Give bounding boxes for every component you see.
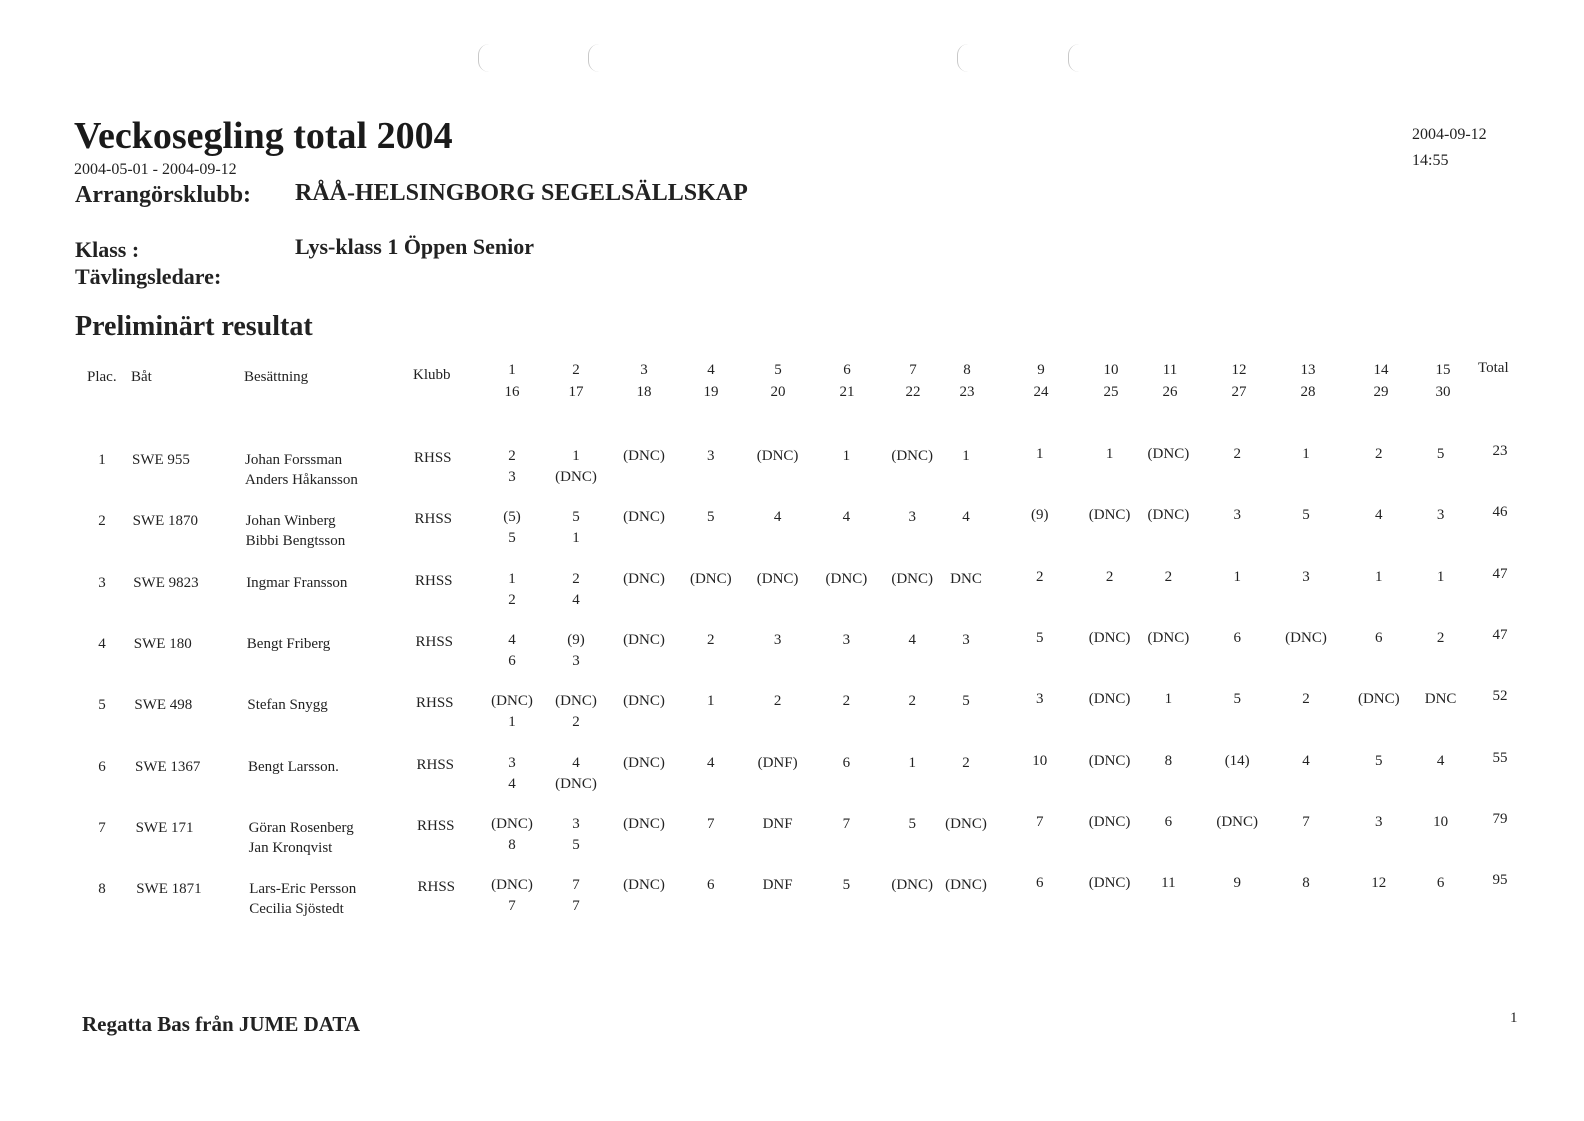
- race-number-header: 14: [1373, 362, 1389, 378]
- race-number-header: 5: [774, 362, 782, 378]
- race-score: (DNC): [623, 815, 665, 832]
- race-score: 4: [707, 754, 715, 771]
- race-score-second: 7: [508, 898, 516, 915]
- race-score: 4: [962, 509, 970, 526]
- crew-member: Bengt Friberg: [246, 635, 331, 652]
- organizer-label: Arrangörsklubb:: [75, 182, 252, 208]
- race-score: 5: [908, 815, 916, 832]
- placement: 4: [98, 635, 106, 652]
- race-score: (DNC): [756, 448, 799, 464]
- race-number-header: 21: [839, 384, 855, 400]
- crew-member: Stefan Snygg: [247, 697, 328, 714]
- race-score-second: 1: [508, 714, 516, 731]
- race-score: (DNC): [1088, 629, 1131, 646]
- race-score: 3: [773, 631, 782, 648]
- race-score: 1: [1233, 568, 1241, 585]
- total-score: 79: [1492, 810, 1508, 827]
- race-score: 6: [1375, 629, 1383, 646]
- race-score: (DNC): [1088, 752, 1131, 769]
- crew-member: Johan Forssman: [245, 452, 343, 468]
- race-score: 5: [1302, 507, 1310, 524]
- race-score: DNC: [950, 570, 982, 587]
- race-score: (DNC): [1088, 691, 1131, 708]
- print-time: 14:55: [1412, 152, 1449, 169]
- placement: 2: [98, 513, 106, 530]
- punch-hole-mark: [478, 44, 489, 72]
- race-number-header: 30: [1435, 384, 1451, 400]
- race-score-second: 5: [508, 530, 516, 547]
- race-score: 3: [572, 815, 580, 832]
- race-score: 3: [707, 448, 715, 464]
- race-score: 2: [707, 631, 715, 648]
- total-score: 46: [1492, 504, 1508, 521]
- race-score: 5: [962, 693, 970, 710]
- club-name: RHSS: [414, 511, 453, 528]
- race-score: (DNC): [623, 631, 665, 648]
- race-score-second: (DNC): [555, 775, 597, 792]
- race-score: 2: [1105, 568, 1114, 585]
- race-score: (DNC): [623, 754, 665, 771]
- col-header-club: Klubb: [413, 367, 451, 383]
- race-score: 4: [1375, 507, 1383, 524]
- race-score-second: 5: [572, 836, 580, 853]
- club-name: RHSS: [415, 572, 453, 589]
- race-number-header: 2: [572, 362, 580, 378]
- race-score-second: 3: [572, 652, 580, 669]
- race-score: (DNC): [1088, 813, 1131, 830]
- race-number-header: 3: [640, 362, 648, 378]
- race-score: (DNC): [1088, 507, 1131, 524]
- page-number: 1: [1510, 1010, 1518, 1026]
- race-score: 1: [1105, 446, 1114, 462]
- race-number-header: 4: [707, 362, 715, 378]
- race-score: 7: [707, 815, 715, 832]
- race-score: 4: [508, 631, 516, 648]
- race-score-second: (DNC): [555, 469, 597, 485]
- race-number-header: 18: [636, 384, 652, 400]
- placement: 3: [98, 574, 106, 591]
- race-score: (DNC): [1285, 629, 1327, 646]
- boat-number: SWE 1870: [132, 513, 199, 530]
- race-score-second: 4: [572, 591, 580, 608]
- race-score: 6: [707, 877, 715, 894]
- boat-number: SWE 1367: [135, 758, 201, 775]
- race-score: 2: [1036, 568, 1044, 585]
- race-score: (DNC): [491, 877, 533, 894]
- race-number-header: 26: [1162, 384, 1178, 400]
- col-header-total: Total: [1478, 360, 1509, 376]
- punch-hole-mark: [588, 44, 599, 72]
- race-score: 1: [572, 448, 580, 464]
- race-number-header: 13: [1300, 362, 1316, 378]
- race-score: 4: [1436, 752, 1445, 769]
- crew-member: Jan Kronqvist: [248, 839, 333, 856]
- crew-member: Bibbi Bengtsson: [245, 533, 346, 550]
- total-score: 23: [1492, 443, 1508, 459]
- race-score: 2: [508, 448, 516, 464]
- race-score: (DNC): [1216, 813, 1259, 830]
- crew-member: Johan Winberg: [245, 513, 336, 530]
- total-score: 47: [1492, 626, 1508, 643]
- race-score: (DNC): [623, 570, 665, 587]
- race-score: 5: [1436, 446, 1445, 462]
- race-score: (DNC): [1147, 446, 1190, 462]
- race-number-header: 15: [1435, 362, 1451, 378]
- race-number-header: 24: [1033, 384, 1049, 400]
- race-score: (14): [1224, 752, 1250, 769]
- race-score: 2: [773, 693, 782, 710]
- race-score: (DNC): [891, 448, 934, 464]
- race-leader-label: Tävlingsledare:: [75, 264, 222, 289]
- race-score: 4: [1302, 752, 1310, 769]
- col-header-crew: Besättning: [244, 369, 309, 385]
- race-score: (DNC): [623, 509, 665, 526]
- race-score: 3: [508, 754, 516, 771]
- race-number-header: 28: [1300, 384, 1316, 400]
- race-score-second: 8: [508, 836, 516, 853]
- race-score: (DNC): [1147, 629, 1190, 646]
- race-score: 1: [1164, 691, 1173, 708]
- race-score: 1: [1302, 446, 1310, 462]
- race-score: (DNC): [1357, 691, 1400, 708]
- race-number-header: 7: [909, 362, 917, 378]
- club-name: RHSS: [417, 817, 455, 834]
- race-score: 5: [842, 877, 851, 894]
- race-score: (DNC): [756, 570, 799, 587]
- race-score: 10: [1032, 752, 1048, 769]
- race-number-header: 29: [1373, 384, 1389, 400]
- race-score: (5): [503, 509, 521, 526]
- race-score: 3: [1036, 691, 1044, 708]
- race-score: (DNC): [623, 693, 665, 710]
- race-score: 1: [1036, 446, 1044, 462]
- race-score: 5: [572, 509, 580, 526]
- boat-number: SWE 498: [134, 697, 193, 714]
- club-name: RHSS: [416, 695, 454, 712]
- punch-hole-mark: [957, 44, 968, 72]
- boat-number: SWE 9823: [133, 574, 199, 591]
- race-score: 3: [908, 509, 916, 526]
- race-score: (DNC): [555, 693, 597, 710]
- race-score: 5: [1036, 629, 1044, 646]
- club-name: RHSS: [414, 450, 452, 466]
- placement: 1: [98, 452, 106, 468]
- race-score: 2: [908, 693, 916, 710]
- race-score: 7: [1302, 813, 1310, 830]
- club-name: RHSS: [417, 879, 456, 896]
- race-score: 8: [1302, 875, 1310, 892]
- race-score: (9): [567, 631, 585, 648]
- race-score: 7: [572, 877, 580, 894]
- race-number-header: 25: [1103, 384, 1119, 400]
- date-range: 2004-05-01 - 2004-09-12: [74, 161, 237, 178]
- race-score: 2: [1375, 446, 1383, 462]
- race-number-header: 20: [770, 384, 786, 400]
- race-score: (DNC): [623, 877, 665, 894]
- race-score: DNF: [762, 815, 793, 832]
- race-number-header: 12: [1231, 362, 1247, 378]
- race-number-header: 17: [568, 384, 584, 400]
- race-score: 5: [1375, 752, 1383, 769]
- race-score: DNF: [762, 877, 793, 894]
- total-score: 55: [1492, 749, 1508, 766]
- race-number-header: 9: [1037, 362, 1045, 378]
- race-number-header: 11: [1162, 362, 1178, 378]
- race-score-second: 2: [572, 714, 580, 731]
- race-score: 6: [1436, 875, 1445, 892]
- race-score: 2: [1164, 568, 1173, 585]
- print-date: 2004-09-12: [1412, 126, 1487, 143]
- race-score: 1: [707, 693, 715, 710]
- race-score: (DNC): [491, 693, 533, 710]
- race-score: (DNC): [1147, 507, 1190, 524]
- race-score-second: 6: [508, 652, 516, 669]
- race-score: 6: [842, 754, 851, 771]
- race-score: 3: [962, 631, 970, 648]
- crew-member: Cecilia Sjöstedt: [249, 901, 344, 918]
- race-score: 1: [508, 570, 516, 587]
- crew-member: Ingmar Fransson: [246, 574, 348, 591]
- race-score-second: 3: [508, 469, 516, 485]
- race-number-header: 22: [905, 384, 921, 400]
- race-number-header: 27: [1231, 384, 1247, 400]
- placement: 7: [98, 819, 106, 836]
- crew-member: Lars-Eric Persson: [249, 881, 357, 898]
- boat-number: SWE 171: [135, 819, 194, 836]
- race-score: (DNC): [945, 815, 987, 832]
- race-score: 1: [962, 448, 970, 464]
- race-score: 3: [1436, 507, 1445, 524]
- race-score: 2: [1436, 629, 1445, 646]
- page-title: Veckosegling total 2004: [74, 115, 453, 157]
- col-header-plac: Plac.: [87, 369, 117, 385]
- race-score: (DNC): [945, 877, 987, 894]
- total-score: 52: [1492, 688, 1508, 705]
- placement: 8: [98, 881, 106, 898]
- race-score-second: 2: [508, 591, 516, 608]
- race-score-second: 7: [572, 898, 580, 915]
- race-score: 3: [1233, 507, 1241, 524]
- crew-member: Göran Rosenberg: [248, 819, 354, 836]
- race-score: (DNC): [491, 815, 533, 832]
- section-title: Preliminärt resultat: [75, 311, 313, 342]
- race-score: 6: [1036, 875, 1044, 892]
- race-number-header: 19: [703, 384, 719, 400]
- race-score: (DNC): [1088, 875, 1131, 892]
- race-score: 4: [908, 631, 916, 648]
- race-score: 11: [1161, 875, 1176, 892]
- race-score: 5: [1233, 691, 1241, 708]
- race-score: (DNC): [891, 877, 934, 894]
- race-score: 3: [1302, 568, 1310, 585]
- crew-member: Bengt Larsson.: [248, 758, 339, 775]
- race-score-second: 4: [508, 775, 516, 792]
- race-score: 1: [842, 448, 851, 464]
- race-score: 12: [1371, 875, 1387, 892]
- crew-member: Anders Håkansson: [245, 472, 358, 488]
- placement: 5: [98, 697, 106, 714]
- class-label: Klass :: [75, 237, 140, 262]
- race-number-header: 16: [504, 384, 520, 400]
- punch-hole-mark: [1068, 44, 1079, 72]
- race-score: DNC: [1424, 691, 1457, 708]
- race-score: 1: [1375, 568, 1383, 585]
- race-score: 7: [1036, 813, 1044, 830]
- race-score: (DNC): [689, 570, 732, 587]
- placement: 6: [98, 758, 106, 775]
- race-score: 1: [1436, 568, 1445, 585]
- race-number-header: 6: [843, 362, 851, 378]
- boat-number: SWE 955: [132, 452, 190, 468]
- race-score: 2: [1233, 446, 1241, 462]
- class-value: Lys-klass 1 Öppen Senior: [295, 234, 535, 259]
- software-credit: Regatta Bas från JUME DATA: [82, 1012, 361, 1036]
- race-score: 4: [773, 509, 782, 526]
- race-score: (9): [1031, 507, 1049, 524]
- race-score: 2: [1302, 691, 1310, 708]
- race-score: 1: [908, 754, 916, 771]
- race-score: 3: [842, 631, 851, 648]
- col-header-boat: Båt: [131, 369, 152, 385]
- race-score: 6: [1164, 813, 1173, 830]
- total-score: 47: [1492, 565, 1508, 582]
- organizer-name: RÅÅ-HELSINGBORG SEGELSÄLLSKAP: [295, 180, 748, 206]
- race-score: 2: [962, 754, 970, 771]
- race-score: 3: [1375, 813, 1383, 830]
- race-score: (DNC): [891, 570, 934, 587]
- club-name: RHSS: [415, 633, 454, 650]
- race-score: (DNC): [825, 570, 868, 587]
- race-score: 6: [1233, 629, 1241, 646]
- race-score: 9: [1233, 875, 1241, 892]
- race-score-second: 1: [572, 530, 580, 547]
- race-score: (DNC): [623, 448, 665, 464]
- race-score: 2: [842, 693, 851, 710]
- race-score: (DNF): [757, 754, 798, 771]
- race-number-header: 8: [963, 362, 971, 378]
- race-score: 8: [1164, 752, 1173, 769]
- club-name: RHSS: [416, 756, 455, 773]
- race-number-header: 1: [508, 362, 516, 378]
- race-score: 4: [842, 509, 851, 526]
- race-score: 4: [572, 754, 580, 771]
- boat-number: SWE 1871: [136, 881, 202, 898]
- race-score: 2: [572, 570, 580, 587]
- race-number-header: 10: [1103, 362, 1119, 378]
- race-score: 7: [842, 815, 851, 832]
- boat-number: SWE 180: [133, 635, 192, 652]
- race-score: 5: [707, 509, 715, 526]
- race-score: 10: [1433, 813, 1449, 830]
- race-number-header: 23: [959, 384, 975, 400]
- total-score: 95: [1492, 872, 1508, 889]
